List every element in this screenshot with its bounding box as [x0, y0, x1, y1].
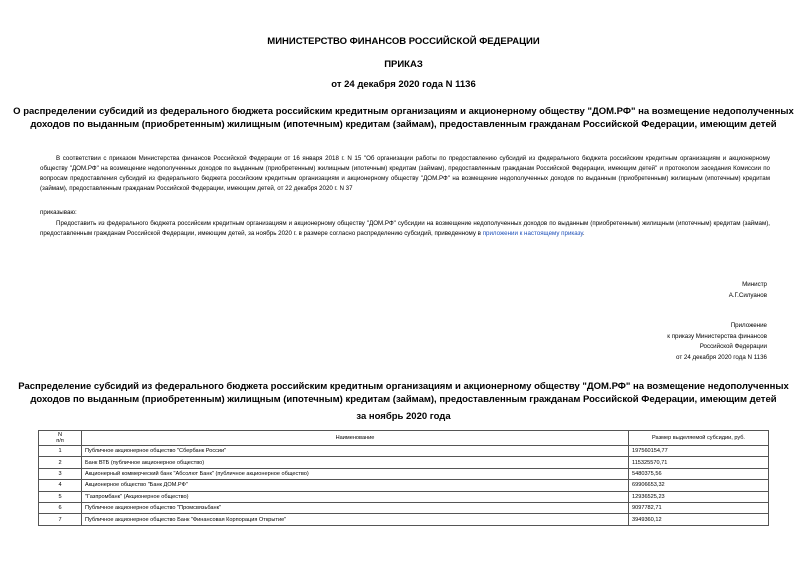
- order-end: .: [582, 230, 585, 237]
- distribution-table: [38, 430, 769, 526]
- table-row: [39, 446, 769, 457]
- table-row: [39, 457, 769, 468]
- appendix-line-2: к приказу Министерства финансов: [667, 332, 767, 340]
- row-amount: 197560154,77: [629, 446, 769, 457]
- signature-name: А.Г.Силуанов: [728, 291, 767, 299]
- doc-date-number: от 24 декабря 2020 года N 1136: [331, 79, 476, 90]
- table-row: [39, 468, 769, 479]
- row-name: Акционерный коммерческий банк "Абсолют Банк" (публичное акционерное общество): [82, 468, 629, 479]
- appendix-line-3: Российской Федерации: [699, 343, 767, 350]
- column-header-number: N п/п: [39, 431, 82, 446]
- table-row: [39, 514, 769, 525]
- signature-position: Министр: [742, 281, 767, 288]
- row-number: 4: [39, 480, 82, 491]
- column-header-name: Наименование: [82, 431, 629, 446]
- row-name: Публичное акционерное общество "Сбербанк России": [82, 446, 629, 457]
- row-number: 2: [39, 457, 82, 468]
- row-amount: 9097782,71: [629, 502, 769, 513]
- row-number: 7: [39, 514, 82, 525]
- table-row: [39, 502, 769, 513]
- order-text: Предоставить из федерального бюджета российским кредитным организациям и акционерному обществу "ДОМ.РФ" субсидии на возмещение недополученных доходов по выданным (приобретенным) жилищным (ипотечным) кредитам (займам), предоставленным гражданам Российской Федерации, имеющим детей, за ноябрь 2020 г. в размере согласно распределению субсидий, приведенному в: [40, 220, 770, 237]
- appendix-block: [467, 321, 767, 363]
- row-number: 6: [39, 502, 82, 513]
- appendix-line-4: от 24 декабря 2020 года N 1136: [676, 353, 767, 361]
- row-name: Акционерное общество "Банк ДОМ.РФ": [82, 480, 629, 491]
- row-number: 3: [39, 468, 82, 479]
- distribution-title-line-2: доходов по выданным (приобретенным) жилищным (ипотечным) кредитам (займам), предоставленным гражданам Российской Федерации, имеющим детей: [30, 394, 777, 405]
- appendix-label: Приложение: [730, 322, 767, 329]
- doc-type-heading: ПРИКАЗ: [384, 59, 423, 70]
- row-amount: 12936525,23: [629, 491, 769, 502]
- row-name: Публичное акционерное общество "Промсвязьбанк": [82, 502, 629, 513]
- order-word: приказываю:: [40, 209, 77, 216]
- preamble-paragraph: В соответствии с приказом Министерства финансов Российской Федерации от 16 января 2018 г. N 15 "Об организации работы по предоставлению субсидий из федерального бюджета российским кредитным организациям и акционерному обществу "ДОМ.РФ" на возмещение недополученных доходов по выданным (приобретенным) жилищным (ипотечным) кредитам (займам), предоставленным гражданам Российской Федерации, имеющим детей" и протоколом заседания Комиссии по вопросам предоставления субсидий из федерального бюджета российским кредитным организациям и акционерному обществу "ДОМ.РФ" на возмещение недополученных доходов по выданным (приобретенным) жилищным (ипотечным) кредитам (займам), предоставленным гражданам Российской Федерации, имеющим детей, от 22 декабря 2020 г. N 37: [40, 155, 770, 192]
- table-row: [39, 491, 769, 502]
- distribution-period: за ноябрь 2020 года: [356, 411, 451, 422]
- row-name: "Газпромбанк" (Акционерное общество): [82, 491, 629, 502]
- column-header-amount: Размер выделяемой субсидии, руб.: [629, 431, 769, 446]
- row-name: Публичное акционерное общество Банк "Финансовая Корпорация Открытие": [82, 514, 629, 525]
- row-amount: 115325570,71: [629, 457, 769, 468]
- order-title-line-2: доходов по выданным (приобретенным) жилищным (ипотечным) кредитам (займам), предоставленным гражданам Российской Федерации, имеющим детей: [30, 119, 777, 130]
- signature-block: [467, 280, 767, 301]
- table-row: [39, 480, 769, 491]
- row-name: Банк ВТБ (публичное акционерное общество): [82, 457, 629, 468]
- row-amount: 69906653,32: [629, 480, 769, 491]
- appendix-link[interactable]: приложении к настоящему приказу: [482, 230, 583, 237]
- order-title-line-1: О распределении субсидий из федерального бюджета российским кредитным организациям и акционерному обществу "ДОМ.РФ" на возмещение недополученных: [13, 106, 794, 117]
- ministry-heading: МИНИСТЕРСТВО ФИНАНСОВ РОССИЙСКОЙ ФЕДЕРАЦИИ: [267, 36, 540, 47]
- distribution-title-line-1: Распределение субсидий из федерального бюджета российским кредитным организациям и акционерному обществу "ДОМ.РФ" на возмещение недополученных: [18, 381, 789, 392]
- table-header-row: [39, 431, 769, 446]
- row-amount: 5480375,56: [629, 468, 769, 479]
- row-amount: 3949360,12: [629, 514, 769, 525]
- order-paragraph: [40, 219, 770, 239]
- row-number: 5: [39, 491, 82, 502]
- row-number: 1: [39, 446, 82, 457]
